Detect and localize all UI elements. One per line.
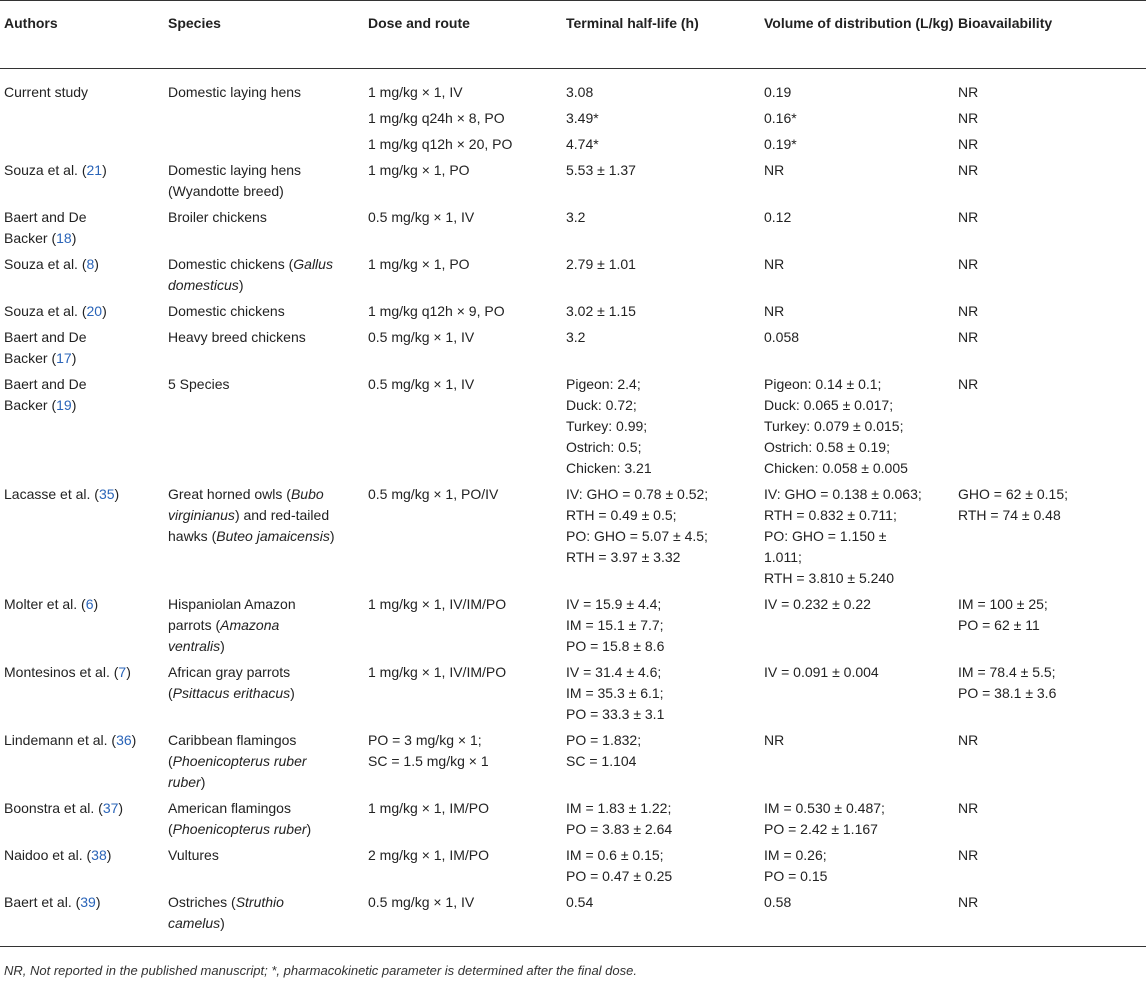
table-body: [0, 69, 1146, 947]
table-row: [0, 371, 1146, 481]
cell-bioavailability: NR: [958, 847, 979, 863]
table-row: [0, 795, 1146, 842]
cell-species: Hispaniolan Amazon parrots (Amazona ventralis): [168, 596, 296, 654]
cell-bioavailability: GHO = 62 ± 0.15; RTH = 74 ± 0.48: [958, 486, 1069, 523]
table-row: [0, 298, 1146, 324]
cell-species: Ostriches (Struthio camelus): [168, 894, 284, 931]
cell-volume: NR: [764, 256, 785, 272]
cell-half-life: PO = 1.832; SC = 1.104: [566, 732, 642, 769]
cell-bioavailability: IM = 78.4 ± 5.5; PO = 38.1 ± 3.6: [958, 664, 1057, 701]
cell-species: Domestic laying hens: [168, 84, 302, 100]
table-row: [0, 131, 1146, 157]
cell-volume: 0.19: [764, 84, 792, 100]
table-row: [0, 889, 1146, 947]
cell-volume: IV = 0.232 ± 0.22: [764, 596, 871, 612]
cell-species: Broiler chickens: [168, 209, 267, 225]
cell-author: Souza et al. (20): [4, 303, 107, 319]
table-row: [0, 659, 1146, 727]
reference-link[interactable]: 35: [98, 486, 115, 502]
cell-dose: 0.5 mg/kg × 1, IV: [368, 329, 475, 345]
cell-species: Vultures: [168, 847, 219, 863]
cell-half-life: 3.08: [566, 84, 594, 100]
cell-half-life: 0.54: [566, 894, 594, 910]
cell-half-life: IM = 0.6 ± 0.15; PO = 0.47 ± 0.25: [566, 847, 673, 884]
cell-species: Domestic chickens: [168, 303, 285, 319]
cell-dose: 1 mg/kg q12h × 20, PO: [368, 136, 513, 152]
cell-bioavailability: NR: [958, 256, 979, 272]
header-bioavailability: Bioavailability: [958, 15, 1053, 31]
table-row: [0, 251, 1146, 298]
cell-bioavailability: IM = 100 ± 25; PO = 62 ± 11: [958, 596, 1048, 633]
header-authors: Authors: [4, 15, 58, 31]
reference-link[interactable]: 6: [85, 596, 94, 612]
cell-author: Boonstra et al. (37): [4, 800, 124, 816]
table-row: [0, 842, 1146, 889]
cell-half-life: 3.02 ± 1.15: [566, 303, 636, 319]
cell-volume: NR: [764, 162, 785, 178]
cell-volume: IM = 0.530 ± 0.487; PO = 2.42 ± 1.167: [764, 800, 885, 837]
cell-bioavailability: NR: [958, 329, 979, 345]
cell-species: [164, 105, 364, 131]
reference-link[interactable]: 8: [86, 256, 95, 272]
cell-half-life: 3.2: [566, 209, 586, 225]
cell-author: Baert and De Backer (18): [4, 209, 87, 246]
cell-bioavailability: NR: [958, 894, 979, 910]
header-volume-distribution: Volume of distribution (L/kg): [764, 15, 954, 31]
cell-volume: NR: [764, 303, 785, 319]
cell-species: Domestic laying hens (Wyandotte breed): [168, 162, 302, 199]
cell-dose: 1 mg/kg × 1, IV/IM/PO: [368, 596, 507, 612]
cell-volume: 0.58: [764, 894, 792, 910]
cell-bioavailability: NR: [958, 376, 979, 392]
cell-dose: 2 mg/kg × 1, IM/PO: [368, 847, 489, 863]
cell-half-life: 4.74*: [566, 136, 599, 152]
reference-link[interactable]: 17: [56, 350, 72, 366]
cell-half-life: 3.49*: [566, 110, 599, 126]
cell-volume: IV: GHO = 0.138 ± 0.063; RTH = 0.832 ± 0.711; PO: GHO = 1.150 ± 1.011; RTH = 3.810 ± 5.240: [764, 486, 922, 586]
reference-link[interactable]: 37: [102, 800, 119, 816]
cell-author: Souza et al. (8): [4, 256, 99, 272]
table-row: [0, 324, 1146, 371]
cell-species: American flamingos (Phoenicopterus ruber): [168, 800, 312, 837]
cell-bioavailability: NR: [958, 84, 979, 100]
cell-dose: 1 mg/kg × 1, PO: [368, 256, 470, 272]
cell-volume: IV = 0.091 ± 0.004: [764, 664, 879, 680]
cell-half-life: 2.79 ± 1.01: [566, 256, 636, 272]
cell-species: Domestic chickens (Gallus domesticus): [168, 256, 333, 293]
cell-dose: 1 mg/kg × 1, IV/IM/PO: [368, 664, 507, 680]
cell-author: Lacasse et al. (35): [4, 486, 120, 502]
cell-dose: PO = 3 mg/kg × 1; SC = 1.5 mg/kg × 1: [368, 732, 489, 769]
header-row: [0, 1, 1146, 69]
cell-half-life: Pigeon: 2.4; Duck: 0.72; Turkey: 0.99; Ostrich: 0.5; Chicken: 3.21: [566, 376, 652, 476]
reference-link[interactable]: 38: [91, 847, 107, 863]
cell-bioavailability: NR: [958, 732, 979, 748]
cell-species: [164, 131, 364, 157]
cell-species: Great horned owls (Bubo virginianus) and red-tailed hawks (Buteo jamaicensis): [168, 486, 335, 544]
cell-species: African gray parrots (Psittacus erithacus): [168, 664, 295, 701]
cell-volume: 0.16*: [764, 110, 797, 126]
cell-half-life: 5.53 ± 1.37: [566, 162, 636, 178]
header-half-life: Terminal half-life (h): [566, 15, 699, 31]
reference-link[interactable]: 18: [56, 230, 72, 246]
cell-volume: 0.12: [764, 209, 792, 225]
cell-bioavailability: NR: [958, 136, 979, 152]
reference-link[interactable]: 39: [80, 894, 96, 910]
table-row: [0, 157, 1146, 204]
table-row: [0, 591, 1146, 659]
reference-link[interactable]: 20: [86, 303, 103, 319]
reference-link[interactable]: 7: [118, 664, 127, 680]
header-dose-route: Dose and route: [368, 15, 470, 31]
cell-half-life: 3.2: [566, 329, 586, 345]
table-footnote: NR, Not reported in the published manuscript; *, pharmacokinetic parameter is determined after the final dose.: [4, 963, 637, 978]
table-row: [0, 105, 1146, 131]
cell-dose: 1 mg/kg × 1, PO: [368, 162, 470, 178]
cell-bioavailability: NR: [958, 110, 979, 126]
cell-author: [0, 105, 164, 131]
table-row: [0, 69, 1146, 106]
cell-half-life: IV = 15.9 ± 4.4; IM = 15.1 ± 7.7; PO = 15.8 ± 8.6: [566, 596, 665, 654]
cell-author: Current study: [4, 84, 89, 100]
cell-author: [0, 131, 164, 157]
cell-dose: 0.5 mg/kg × 1, IV: [368, 376, 475, 392]
table-header: [0, 1, 1146, 69]
table-row: [0, 204, 1146, 251]
table-row: [0, 727, 1146, 795]
cell-author: Naidoo et al. (38): [4, 847, 112, 863]
cell-half-life: IV = 31.4 ± 4.6; IM = 35.3 ± 6.1; PO = 33.3 ± 3.1: [566, 664, 665, 722]
cell-bioavailability: NR: [958, 800, 979, 816]
cell-dose: 1 mg/kg × 1, IV: [368, 84, 463, 100]
cell-volume: 0.19*: [764, 136, 797, 152]
cell-dose: 0.5 mg/kg × 1, PO/IV: [368, 486, 499, 502]
reference-link[interactable]: 36: [116, 732, 132, 748]
cell-author: Lindemann et al. (36): [4, 732, 137, 748]
cell-volume: Pigeon: 0.14 ± 0.1; Duck: 0.065 ± 0.017; Turkey: 0.079 ± 0.015; Ostrich: 0.58 ± 0.19; Chicken: 0.058 ± 0.005: [764, 376, 908, 476]
cell-bioavailability: NR: [958, 162, 979, 178]
cell-volume: IM = 0.26; PO = 0.15: [764, 847, 828, 884]
cell-dose: 0.5 mg/kg × 1, IV: [368, 209, 475, 225]
cell-volume: 0.058: [764, 329, 800, 345]
cell-half-life: IM = 1.83 ± 1.22; PO = 3.83 ± 2.64: [566, 800, 673, 837]
cell-author: Souza et al. (21): [4, 162, 107, 178]
cell-dose: 1 mg/kg q24h × 8, PO: [368, 110, 505, 126]
cell-species: Heavy breed chickens: [168, 329, 306, 345]
cell-dose: 0.5 mg/kg × 1, IV: [368, 894, 475, 910]
cell-bioavailability: NR: [958, 303, 979, 319]
reference-link[interactable]: 21: [86, 162, 103, 178]
cell-species: Caribbean flamingos (Phoenicopterus ruber ruber): [168, 732, 307, 790]
cell-author: Montesinos et al. (7): [4, 664, 131, 680]
cell-author: Baert et al. (39): [4, 894, 101, 910]
cell-author: Baert and De Backer (17): [4, 329, 87, 366]
cell-volume: NR: [764, 732, 785, 748]
cell-species: 5 Species: [168, 376, 230, 392]
header-species: Species: [168, 15, 221, 31]
reference-link[interactable]: 19: [56, 397, 72, 413]
cell-author: Molter et al. (6): [4, 596, 99, 612]
cell-half-life: IV: GHO = 0.78 ± 0.52; RTH = 0.49 ± 0.5; PO: GHO = 5.07 ± 4.5; RTH = 3.97 ± 3.32: [566, 486, 709, 565]
table-row: [0, 481, 1146, 591]
cell-dose: 1 mg/kg q12h × 9, PO: [368, 303, 505, 319]
cell-bioavailability: NR: [958, 209, 979, 225]
cell-dose: 1 mg/kg × 1, IM/PO: [368, 800, 489, 816]
cell-author: Baert and De Backer (19): [4, 376, 87, 413]
